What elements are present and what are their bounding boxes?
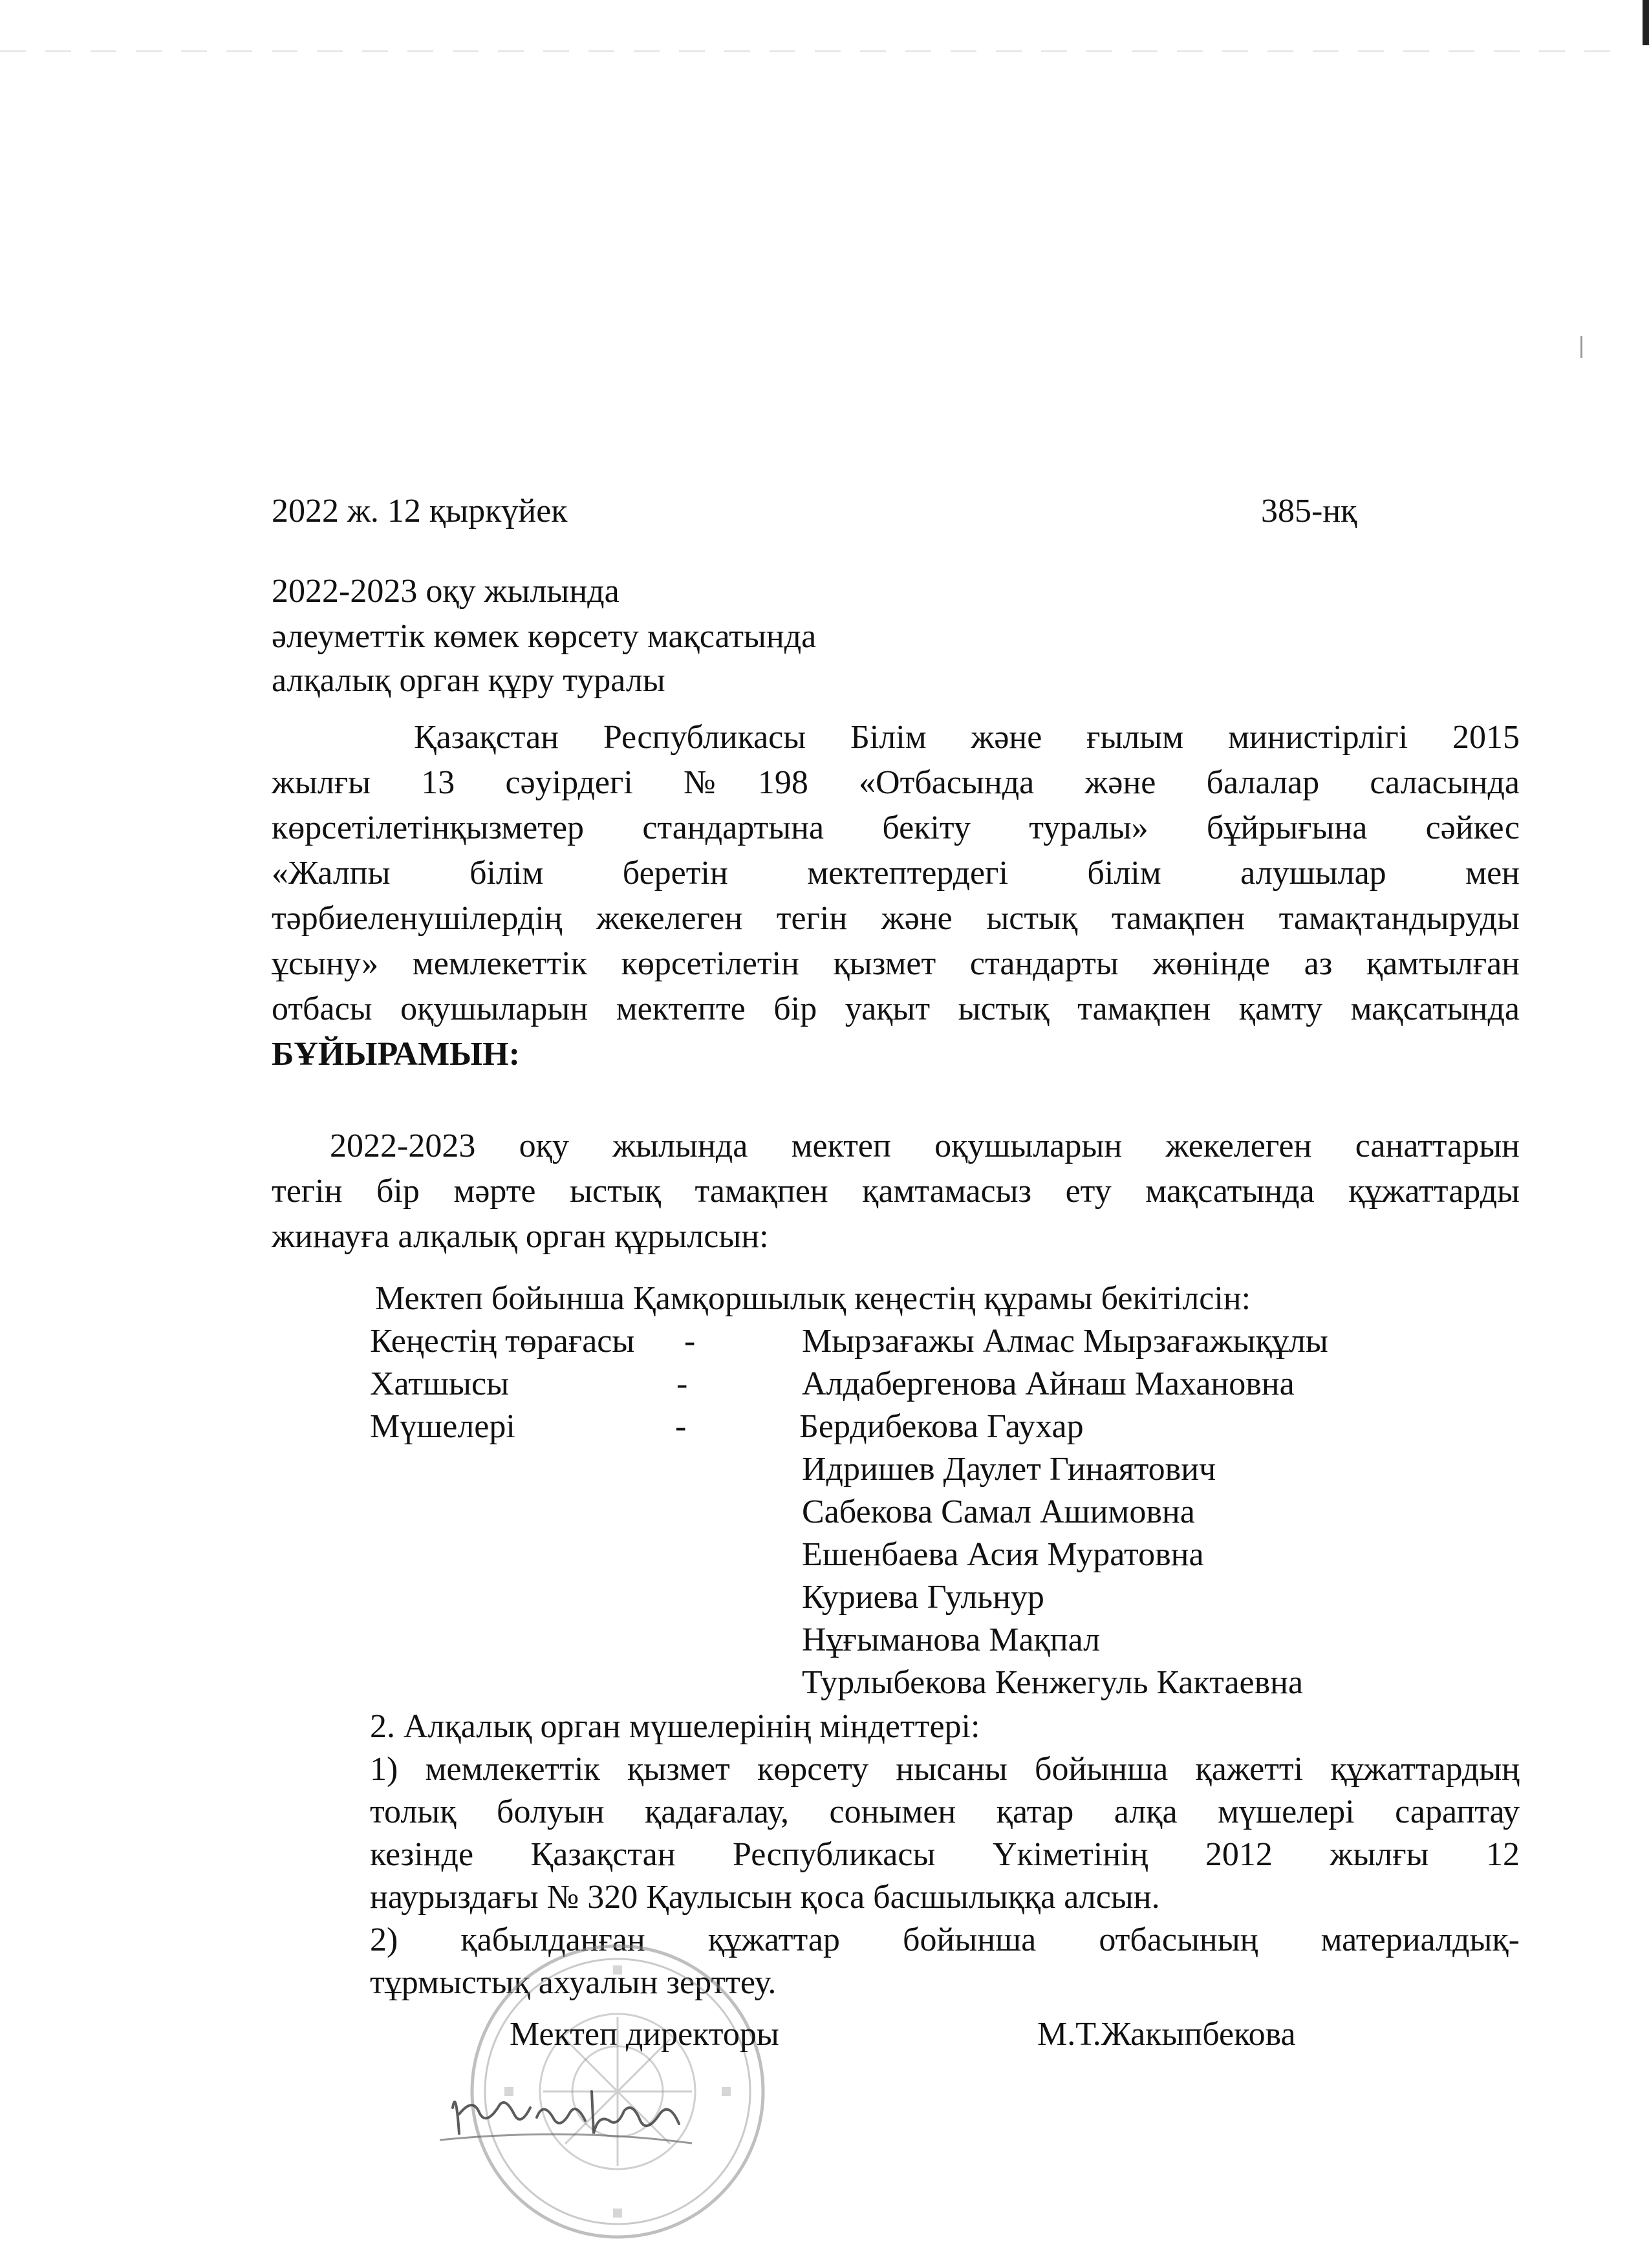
point2-line: наурыздағы № 320 Қаулысын қоса басшылыққа алсын. — [370, 1879, 1160, 1916]
director-position: Мектеп директоры — [510, 2016, 779, 2053]
order-number: 385-нқ — [1261, 493, 1357, 530]
preamble-line: көрсетілетінқызметер стандартына бекіту туралы» бұйрығына сәйкес — [272, 809, 1520, 846]
point2-line: 1) мемлекеттік қызмет көрсету нысаны бойынша қажетті құжаттардың — [370, 1751, 1520, 1788]
preamble-line: Қазақстан Республикасы Білім және ғылым министірлігі 2015 — [414, 719, 1520, 756]
order-date: 2022 ж. 12 қыркүйек — [272, 493, 568, 530]
member-name: Идришев Даулет Гинаятович — [802, 1451, 1216, 1488]
preamble-line: отбасы оқушыларын мектепте бір уақыт ыстық тамақпен қамту мақсатында — [272, 990, 1520, 1027]
preamble-line: жылғы 13 сәуірдегі №198 «Отбасында және балалар саласында — [272, 764, 1520, 801]
handwritten-copy-note — [440, 2062, 698, 2159]
point2-line: толық болуын қадағалау, сонымен қатар алқа мүшелері сараптау — [370, 1793, 1520, 1830]
subject-line: алқалық орган құру туралы — [272, 662, 665, 699]
council-heading: Мектеп бойынша Қамқоршылық кеңестің құрамы бекітілсін: — [375, 1280, 1251, 1317]
secretary-dash: - — [676, 1365, 688, 1402]
preamble-line: тәрбиеленушілердің жекелеген тегін және ыстық тамақпен тамақтандыруды — [272, 900, 1520, 937]
point1-line: тегін бір мәрте ыстық тамақпен қамтамасыз ету мақсатында құжаттарды — [272, 1173, 1520, 1210]
members-role: Мүшелері — [370, 1408, 515, 1445]
secretary-name: Алдабергенова Айнаш Махановна — [802, 1365, 1295, 1402]
order-word: БҰЙЫРАМЫН: — [272, 1036, 521, 1073]
member-name: Сабекова Самал Ашимовна — [802, 1493, 1195, 1530]
members-dash: - — [675, 1408, 687, 1445]
scan-edge-mark — [1580, 336, 1582, 358]
member-name: Куриева Гульнур — [802, 1579, 1044, 1616]
point2-line: тұрмыстық ахуалын зерттеу. — [370, 1964, 777, 2001]
scan-edge-mark — [1643, 0, 1649, 45]
scan-artifact — [0, 50, 1630, 52]
director-name: М.Т.Жакыпбекова — [1037, 2016, 1296, 2053]
preamble-line: «Жалпы білім беретін мектептердегі білім алушылар мен — [272, 855, 1520, 892]
member-name: Турлыбекова Кенжегуль Кактаевна — [802, 1664, 1304, 1701]
preamble-line: ұсыну» мемлекеттік көрсетілетін қызмет стандарты жөнінде аз қамтылған — [272, 945, 1520, 982]
subject-line: 2022-2023 оқу жылында — [272, 573, 620, 610]
point2-line: кезінде Қазақстан Республикасы Үкіметінің 2012 жылғы 12 — [370, 1836, 1520, 1873]
point2-line: 2) қабылданған құжаттар бойынша отбасының материалдық- — [370, 1921, 1520, 1958]
member-name: Бердибекова Гаухар — [799, 1408, 1084, 1445]
chair-role: Кеңестің төрағасы — [370, 1323, 635, 1360]
point2-heading: 2. Алқалық орган мүшелерінің міндеттері: — [370, 1708, 980, 1745]
member-name: Ешенбаева Асия Муратовна — [802, 1536, 1204, 1573]
subject-line: әлеуметтік көмек көрсету мақсатында — [272, 618, 817, 655]
member-name: Нұғыманова Мақпал — [802, 1621, 1101, 1658]
point1-line: 2022-2023 оқу жылында мектеп оқушыларын жекелеген санаттарын — [330, 1128, 1520, 1164]
chair-dash: - — [684, 1323, 696, 1360]
secretary-role: Хатшысы — [370, 1365, 510, 1402]
chair-name: Мырзағажы Алмас Мырзағажықұлы — [802, 1323, 1328, 1360]
point1-line: жинауға алқалық орган құрылсын: — [272, 1218, 769, 1255]
